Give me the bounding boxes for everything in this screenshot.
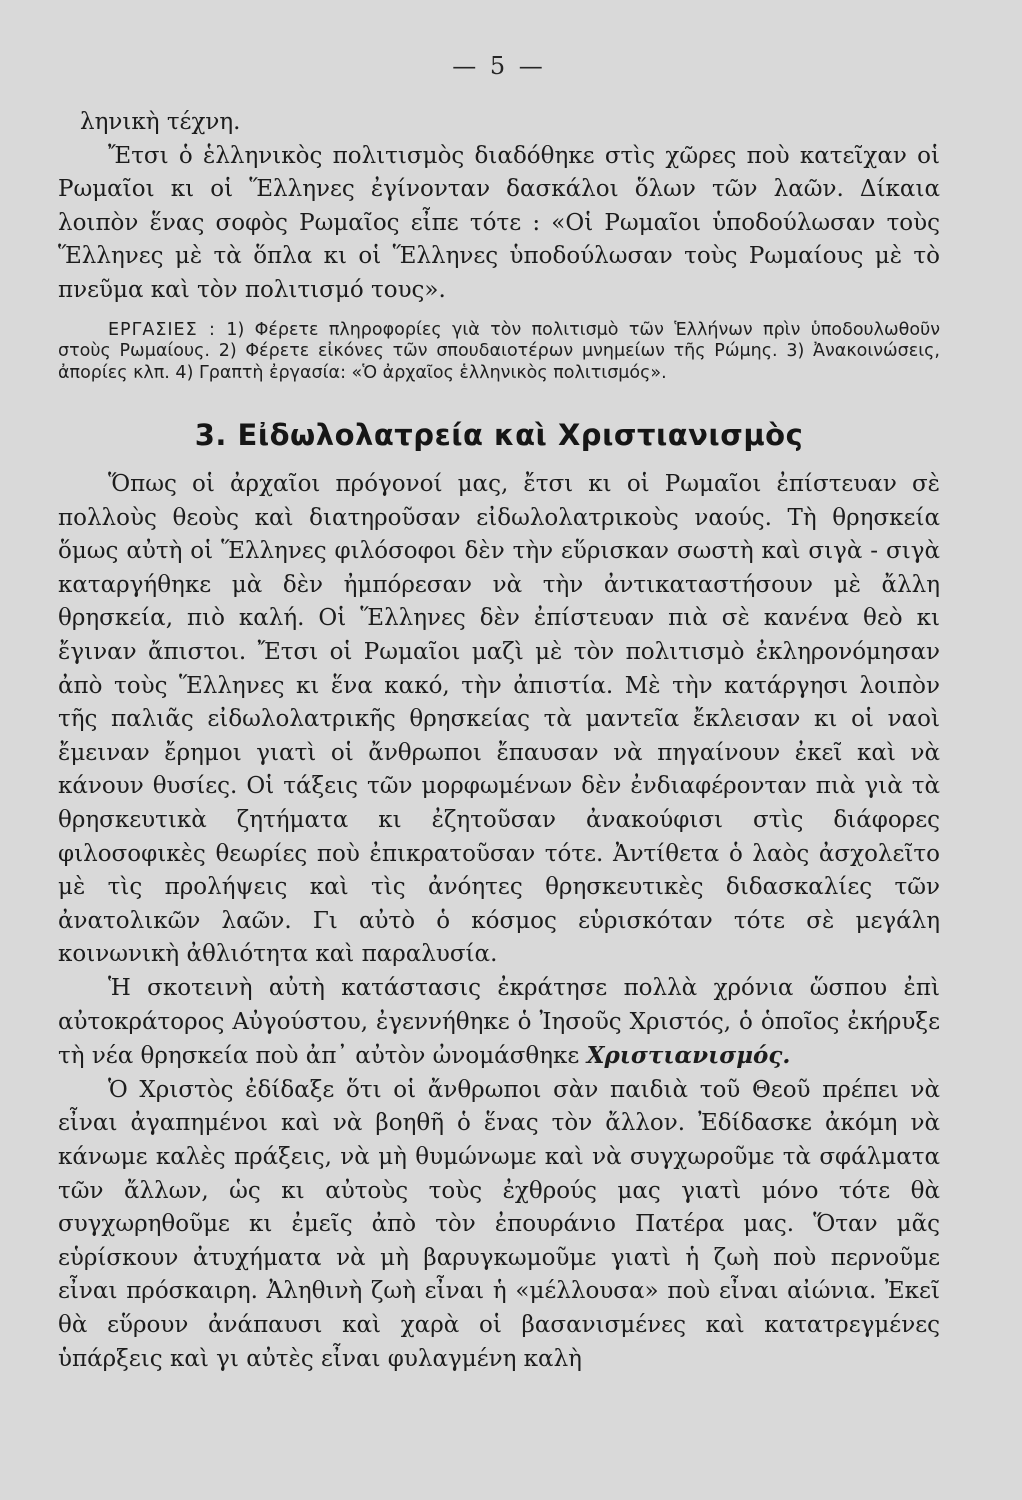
paragraph-christ-birth <box>58 972 940 1074</box>
paragraph-idolatry: Ὅπως οἱ ἀρχαῖοι πρόγονοί μας, ἔτσι κι οἱ Ρωμαῖοι ἐπίστευαν σὲ πολλοὺς θεοὺς καὶ διατηροῦσαν εἰδωλολατρικοὺς ναούς. Τὴ θρησκεία ὅμως αὐτὴ οἱ Ἕλληνες φιλόσοφοι δὲν τὴν εὕρισκαν σωστὴ καὶ σιγὰ - σιγὰ καταργήθηκε μὰ δὲν ἠμπόρεσαν νὰ τὴν ἀντικαταστήσουν μὲ ἄλλη θρησκεία, πιὸ καλή. Οἱ Ἕλληνες δὲν ἐπίστευαν πιὰ σὲ κανένα θεὸ κι ἔγιναν ἄπιστοι. Ἔτσι οἱ Ρωμαῖοι μαζὶ μὲ τὸν πολιτισμὸ ἐκληρονόμησαν ἀπὸ τοὺς Ἕλληνες κι ἕνα κακό, τὴν ἀπιστία. Μὲ τὴν κατάργησι λοιπὸν τῆς παλιᾶς εἰδωλολατρικῆς θρησκείας τὰ μαντεῖα ἔκλεισαν κι οἱ ναοὶ ἔμειναν ἔρημοι γιατὶ οἱ ἄνθρωποι ἔπαυσαν νὰ πηγαίνουν ἐκεῖ καὶ νὰ κάνουν θυσίες. Οἱ τάξεις τῶν μορφωμένων δὲν ἐνδιαφέρονταν πιὰ γιὰ τὰ θρησκευτικὰ ζητήματα κι ἐζητοῦσαν ἀνακούφισι στὶς διάφορες φιλοσοφικὲς θεωρίες ποὺ ἐπικρατοῦσαν τότε. Ἀντίθετα ὁ λαὸς ἀσχολεῖτο μὲ τὶς προλήψεις καὶ τὶς ἀνόητες θρησκευτικὲς διδασκαλίες τῶν ἀνατολικῶν λαῶν. Γι αὐτὸ ὁ κόσμος εὑρισκόταν τότε σὲ μεγάλη κοινωνικὴ ἀθλιότητα καὶ παραλυσία. <box>58 471 940 968</box>
section-heading: 3. Εἰδωλολατρεία καὶ Χριστιανισμὸς <box>194 418 804 453</box>
paragraph-hellenic-culture: Ἔτσι ὁ ἑλληνικὸς πολιτισμὸς διαδόθηκε στὶς χῶρες ποὺ κατεῖχαν οἱ Ρωμαῖοι κι οἱ Ἕλληνες ἐγίνονταν δασκάλοι ὅλων τῶν λαῶν. Δίκαια λοιπὸν ἕνας σοφὸς Ρωμαῖος εἶπε τότε : «Οἱ Ρωμαῖοι ὑποδούλωσαν τοὺς Ἕλληνες μὲ τὰ ὅπλα κι οἱ Ἕλληνες ὑποδούλωσαν τοὺς Ρωμαίους μὲ τὸ πνεῦμα καὶ τὸν πολιτισμό τους». <box>58 142 940 303</box>
christianity-term: Χριστιανισμός. <box>586 1042 791 1070</box>
opening-line: ληνικὴ τέχνη. <box>80 109 241 135</box>
paragraph-christ-birth-text: Ἡ σκοτεινὴ αὐτὴ κατάστασις ἐκράτησε πολλὰ χρόνια ὥσπου ἐπὶ αὐτοκράτορος Αὐγούστου, ἐγεννήθηκε ὁ Ἰησοῦς Χριστός, ὁ ὁποῖος ἐκήρυξε τὴ νέα θρησκεία ποὺ ἀπ᾽ αὐτὸν ὠνομάσθηκε <box>58 974 940 1070</box>
paragraph-christ-teaching: Ὁ Χριστὸς ἐδίδαξε ὅτι οἱ ἄνθρωποι σὰν παιδιὰ τοῦ Θεοῦ πρέπει νὰ εἶναι ἀγαπημένοι καὶ νὰ βοηθῆ ὁ ἕνας τὸν ἄλλον. Ἐδίδασκε ἀκόμη νὰ κάνωμε καλὲς πράξεις, νὰ μὴ θυμώνωμε καὶ νὰ συγχωροῦμε τὰ σφάλματα τῶν ἄλλων, ὡς κι αὐτοὺς τοὺς ἐχθρούς μας γιατὶ μόνο τότε θὰ συγχωρηθοῦμε κι ἐμεῖς ἀπὸ τὸν ἐπουράνιο Πατέρα μας. Ὅταν μᾶς εὑρίσκουν ἀτυχήματα νὰ μὴ βαρυγκωμοῦμε γιατὶ ἡ ζωὴ ποὺ περνοῦμε εἶναι πρόσκαιρη. Ἀληθινὴ ζωὴ εἶναι ἡ «μέλλουσα» ποὺ εἶναι αἰώνια. Ἐκεῖ θὰ εὕρουν ἀνάπαυσι καὶ χαρὰ οἱ βασανισμένες καὶ κατατρεγμένες ὑπάρξεις καὶ γι αὐτὲς εἶναι φυλαγμένη καλὴ <box>58 1076 940 1372</box>
tasks-text: 1) Φέρετε πληροφορίες γιὰ τὸν πολιτισμὸ τῶν Ἑλλήνων πρὶν ὑποδουλωθοῦν στοὺς Ρωμαίους. 2) Φέρετε εἰκόνες τῶν σπουδαιοτέρων μνημείων τῆς Ρώμης. 3) Ἀνακοινώσεις, ἀπορίες κλπ. 4) Γραπτὴ ἐργασία: «Ὁ ἀρχαῖος ἑλληνικὸς πολιτισμός». <box>58 319 940 383</box>
tasks-label: ΕΡΓΑΣΙΕΣ : <box>108 319 216 340</box>
tasks-block <box>58 320 940 385</box>
page-number: — 5 — <box>452 52 546 80</box>
